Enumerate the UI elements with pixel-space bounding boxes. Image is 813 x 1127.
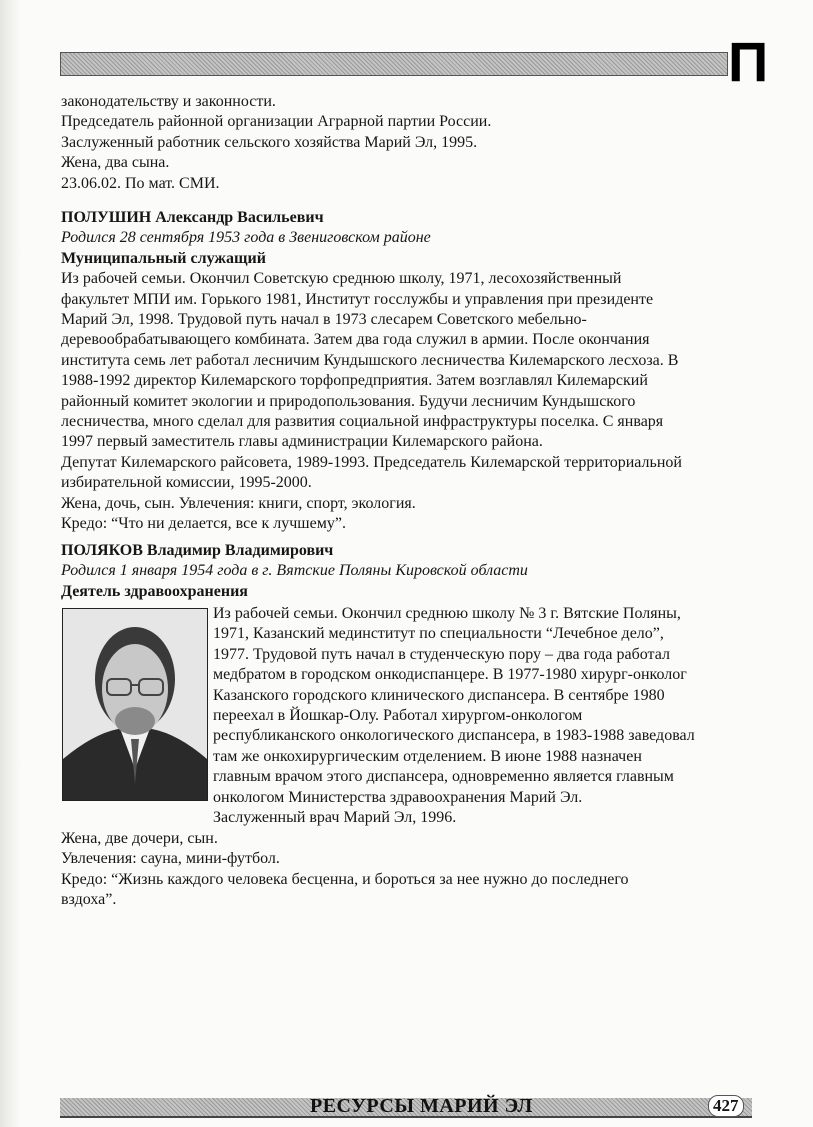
text-line: института семь лет работал лесничим Кундышского лесничества Килемарского лесхоза. В <box>61 351 679 369</box>
text-line: 1988-1992 директор Килемарского торфопредприятия. Затем возглавлял Килемарский <box>61 372 648 390</box>
text-line: лесничества, много сделал для развития социальной инфраструктуры поселка. С января <box>61 413 664 431</box>
entry-polushin <box>61 208 682 535</box>
text-line: главным врачом этого диспансера, одновременно является главным <box>213 768 674 786</box>
text-line: медбратом в городском онкодиспанцере. В 1977-1980 хирург-онколог <box>213 666 687 684</box>
scan-edge <box>0 0 22 1127</box>
section-letter: П <box>728 30 769 93</box>
text-line: избирательной комиссии, 1995-2000. <box>61 474 312 492</box>
text-line: Заслуженный работник сельского хозяйства Марий Эл, 1995. <box>61 133 478 151</box>
text-line: Кредо: “Жизнь каждого человека бесценна, и бороться за нее нужно до последнего <box>61 870 629 888</box>
text-line: переехал в Йошкар-Олу. Работал хирургом-онкологом <box>213 707 583 725</box>
text-line: онкологом Министерства здравоохранения Марий Эл. <box>213 788 583 806</box>
text-line: Депутат Килемарского райсовета, 1989-1993. Председатель Килемарской территориальной <box>61 453 682 471</box>
entry-polyakov-side-text <box>213 604 695 828</box>
portrait-photo <box>62 608 208 801</box>
header-bar <box>60 52 728 76</box>
entry-polyakov-header <box>61 541 528 602</box>
text-line: вздоха”. <box>61 891 117 909</box>
text-line: республиканского онкологического диспансера, в 1983-1988 заведовал <box>213 727 695 745</box>
text-line: 1997 первый заместитель главы администрации Килемарского района. <box>61 433 543 451</box>
text-line: Председатель районной организации Аграрной партии России. <box>61 113 492 131</box>
text-line: там же онкохирургическим отделением. В июне 1988 назначен <box>213 747 642 765</box>
text-line: законодательству и законности. <box>61 93 276 110</box>
entry-role: Муниципальный служащий <box>61 249 266 267</box>
text-line: деревообрабатывающего комбината. Затем два года служил в армии. После окончания <box>61 331 650 349</box>
text-line: 23.06.02. По мат. СМИ. <box>61 174 220 192</box>
text-line: Заслуженный врач Марий Эл, 1996. <box>213 809 457 827</box>
entry-birth: Родился 28 сентября 1953 года в Звениговском районе <box>61 229 431 247</box>
text-line: Жена, два сына. <box>61 154 170 172</box>
continuation-text <box>61 92 491 194</box>
text-line: Из рабочей семьи. Окончил Советскую среднюю школу, 1971, лесохозяйственный <box>61 270 622 288</box>
text-line: Марий Эл, 1998. Трудовой путь начал в 1973 слесарем Советского мебельно- <box>61 311 587 329</box>
text-line: районный комитет экологии и природопользования. Будучи лесничим Кундышского <box>61 392 636 410</box>
entry-role: Деятель здравоохранения <box>61 582 248 600</box>
entry-name: ПОЛЯКОВ Владимир Владимирович <box>61 542 334 559</box>
text-line: Жена, дочь, сын. Увлечения: книги, спорт, экология. <box>61 494 416 512</box>
entry-birth: Родился 1 января 1954 года в г. Вятские Поляны Кировской области <box>61 562 528 580</box>
text-line: факультет МПИ им. Горького 1981, Институт госслужбы и управления при президенте <box>61 290 654 308</box>
text-line: 1971, Казанский мединститут по специальности “Лечебное дело”, <box>213 625 664 643</box>
text-line: Увлечения: сауна, мини-футбол. <box>61 850 280 868</box>
text-line: 1977. Трудовой путь начал в студенческую пору – два года работал <box>213 645 670 663</box>
text-line: Кредо: “Что ни делается, все к лучшему”. <box>61 515 346 533</box>
text-line: Жена, две дочери, сын. <box>61 830 218 847</box>
footer-title: РЕСУРСЫ МАРИЙ ЭЛ <box>310 1095 533 1117</box>
entry-polyakov-footer-text <box>61 829 629 911</box>
page-number: 427 <box>708 1095 744 1117</box>
entry-name: ПОЛУШИН Александр Васильевич <box>61 209 324 226</box>
text-line: Из рабочей семьи. Окончил среднюю школу № 3 г. Вятские Поляны, <box>213 605 681 622</box>
text-line: Казанского городского клинического диспансера. В сентябре 1980 <box>213 686 665 704</box>
